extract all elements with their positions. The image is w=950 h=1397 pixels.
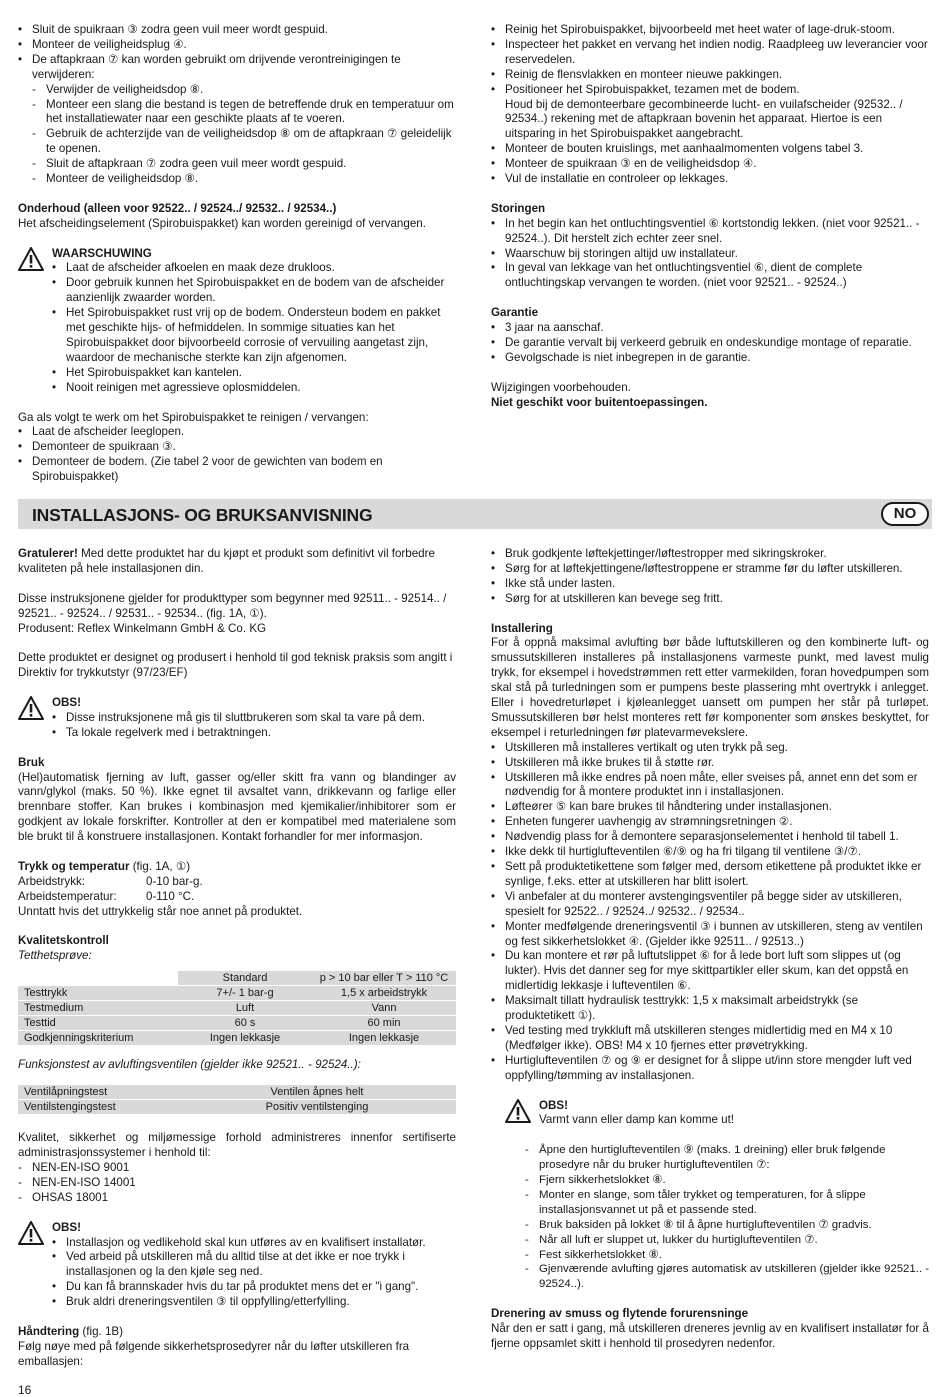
table-cell: Vann	[312, 1001, 456, 1016]
section-banner	[18, 499, 932, 529]
maint-heading: Onderhoud (alleen voor 92522.. / 92524../ 92532.. / 92534..)	[18, 201, 337, 215]
list-item: • In het begin kan het ontluchtingsventiel ⑥ kortstondig lekken. (niet voor 92521.. - 92524..). Dit herstelt zich echter zeer snel.	[491, 217, 929, 247]
table-cell: Ventilstengingstest	[18, 1100, 178, 1115]
arb-label: Arbeidstrykk:	[18, 874, 86, 888]
list-item: • Bruk aldri dreneringsventilen ③ til oppfylling/etterfylling.	[52, 1295, 456, 1310]
table-cell: 60 min	[312, 1016, 456, 1031]
valve-table	[18, 1085, 456, 1115]
inst-list	[491, 741, 929, 1084]
list-item: • Sluit de spuikraan ③ zodra geen vuil meer wordt gespuid.	[18, 23, 456, 38]
vent-procedure-list	[491, 1143, 929, 1292]
arbt-value: 0-110 °C.	[146, 889, 195, 903]
table-cell	[18, 971, 178, 986]
list-item: • Monteer de bouten kruislings, met aanhaalmomenten volgens tabel 3.	[491, 142, 929, 157]
table-header-row	[18, 971, 456, 986]
obs-text: Varmt vann eller damp kan komme ut!	[539, 1113, 735, 1127]
list-item: • Du kan montere et rør på luftutslippet ⑥ for å lede bort luft som slippes ut (og lukter). Hvis det danner seg for mye skittpartikler eller skum, kan det oppstå en midlertidig lekkasje i lufteventilen ⑥.	[491, 949, 929, 994]
hand-text: Følg nøye med på følgende sikkerhetsprosedyrer når du løfter utskilleren fra emballasjen:	[18, 1339, 410, 1368]
hand-heading: Håndtering	[18, 1324, 80, 1338]
top-left-column	[18, 23, 456, 485]
arbt-label: Arbeidstemperatur:	[18, 889, 117, 903]
list-item: - Bruk baksiden på lokket ⑧ til å åpne hurtiglufteventilen ⑦ gradvis.	[491, 1218, 929, 1233]
list-item: - Gebruik de achterzijde van de veiligheidsdop ⑧ om de aftapkraan ⑦ geleidelijk te openen.	[18, 127, 456, 157]
hand-heading-line	[18, 1325, 456, 1340]
list-item: • Løfteører ⑤ kan bare brukes til håndtering under installasjonen.	[491, 800, 929, 815]
bullets1	[18, 23, 456, 83]
list-item: • Du kan få brannskader hvis du tar på produktet mens det er "i gang".	[52, 1280, 456, 1295]
list-item: • Disse instruksjonene må gis til sluttbrukeren som skal ta vare på dem.	[52, 711, 456, 726]
list-item: • Vul de installatie en controleer op lekkages.	[491, 172, 929, 187]
list-item: • Sett på produktetikettene som følger med, dersom etikettene på produktet ikke er synlige, f.eks. etter at utskilleren har blitt isolert.	[491, 860, 929, 890]
list-item: • Laat de afscheider leeglopen.	[18, 425, 456, 440]
clean-intro: Ga als volgt te werk om het Spirobuispakket te reinigen / vervangen:	[18, 410, 369, 424]
unntatt-text: Unntatt hvis det uttrykkelig står noe annet på produktet.	[18, 904, 303, 918]
list-item: • Ta lokale regelverk med i betraktningen.	[52, 726, 456, 741]
list-item: • Monteer de spuikraan ③ en de veiligheidsdop ④.	[491, 157, 929, 172]
arb-value: 0-10 bar-g.	[146, 874, 203, 888]
note: Houd bij de demonteerbare gecombineerde lucht- en vuilafscheider (92532.. / 92534..) rekening met de aftapkraan bovenin het apparaat. Hiertoe is een uitsparing in het Spirobuispakket aangebracht.	[505, 97, 903, 141]
lift-list	[491, 547, 929, 607]
list-item: • Vi anbefaler at du monterer avstengingsventiler på begge sider av utskilleren, spesielt for 92522.. / 92524../ 92532.. / 92534..	[491, 890, 929, 920]
funk-label: Funksjonstest av avluftingsventilen (gjelder ikke 92521.. - 92524..):	[18, 1058, 361, 1072]
list-item: • Monter medfølgende dreneringsventil ③ i bunnen av utskilleren, steng av ventilen og fest sikkerhetslokket ④. (Gjelder ikke 92511.. / 92513..)	[491, 920, 929, 950]
list-item: • Utskilleren må ikke endres på noen måte, eller sveises på, annet enn det som er nødvendig for å montere produktet inn i installasjonen.	[491, 771, 929, 801]
clean-steps	[491, 23, 929, 98]
list-item: • Het Spirobuispakket rust vrij op de bodem. Ondersteun bodem en pakket met geschikte hijs- of hefmiddelen. In sommige situaties kan het Spirobuispakket door bijvoorbeeld corrosie of vervuiling aangetast zijn, waardoor de mechanische sterkte kan zijn afgenomen.	[52, 306, 456, 366]
dren-text: Når den er satt i gang, må utskilleren dreneres jevnlig av en kvalifisert installatør for å fjerne oppsamlet skitt i henhold til prosedyren nedenfor.	[491, 1322, 929, 1350]
list-item: - Gjenværende avlufting gjøres automatisk av utskilleren (gjelder ikke 92521.. - 92524..).	[491, 1262, 929, 1292]
table-cell: Luft	[178, 1001, 312, 1016]
obs-box-2	[18, 1221, 456, 1310]
producer-text: Produsent: Reflex Winkelmann GmbH & Co. KG	[18, 621, 267, 635]
list-item: • Waarschuw bij storingen altijd uw installateur.	[491, 247, 929, 262]
list-item: • Demonteer de bodem. (Zie tabel 2 voor de gewichten van bodem en Spirobuispakket)	[18, 455, 456, 485]
list-item: • Hurtiglufteventilen ⑦ og ⑨ er designet for å slippe ut/inn store mengder luft ved oppfylling/tømming av installasjonen.	[491, 1054, 929, 1084]
list-item: • De aftapkraan ⑦ kan worden gebruikt om drijvende verontreinigingen te verwijderen:	[18, 53, 456, 83]
dren-heading: Drenering av smuss og flytende forurensninge	[491, 1307, 749, 1321]
congrats-bold: Gratulerer!	[18, 547, 78, 560]
instr-text: Disse instruksjonene gjelder for produkttyper som begynner med 92511.. - 92514.. / 92521.. - 92524.. / 92531.. - 92534.. (fig. 1A, ①).	[18, 591, 447, 620]
sub-list	[18, 83, 456, 187]
table-row	[18, 1085, 456, 1100]
table-cell: p > 10 bar eller T > 110 °C	[312, 971, 456, 986]
list-item: • Laat de afscheider afkoelen en maak deze drukloos.	[52, 261, 456, 276]
list-item: - Monteer een slang die bestand is tegen de betreffende druk en temperatuur om het installatiewater naar een geschikte plaats af te voeren.	[18, 98, 456, 128]
list-item: • Reinig het Spirobuispakket, bijvoorbeeld met heet water of lage-druk-stoom.	[491, 23, 929, 38]
table-row	[18, 1100, 456, 1115]
warning-title: WAARSCHUWING	[52, 246, 152, 260]
list-item: - Monteer de veiligheidsdop ⑧.	[18, 172, 456, 187]
inst-heading: Installering	[491, 621, 553, 635]
list-item: - NEN-EN-ISO 14001	[18, 1176, 456, 1191]
warning-icon	[18, 696, 44, 720]
trykk-fig: (fig. 1A, ①)	[129, 859, 191, 873]
maint-text: Het afscheidingselement (Spirobuispakket) kan worden gereinigd of vervangen.	[18, 216, 426, 230]
table-row	[18, 1001, 456, 1016]
list-item: • Ved arbeid på utskilleren må du alltid tilse at det ikke er noe trykk i installasjonen og la den kjøle seg ned.	[52, 1250, 456, 1280]
outdoor-note: Niet geschikt voor buitentoepassingen.	[491, 395, 708, 409]
table-cell: Ventilåpningstest	[18, 1085, 178, 1100]
garantie-heading: Garantie	[491, 306, 539, 320]
list-item: • Positioneer het Spirobuispakket, tezamen met de bodem.	[491, 83, 929, 98]
kval-heading: Kvalitetskontroll	[18, 934, 109, 948]
list-item: • Door gebruik kunnen het Spirobuispakket en de bodem van de afscheider aanzienlijk zwaarder worden.	[52, 276, 456, 306]
tett-label: Tetthetsprøve:	[18, 949, 92, 963]
list-item: - NEN-EN-ISO 9001	[18, 1161, 456, 1176]
standards-list	[18, 1161, 456, 1206]
section-title: INSTALLASJONS- OG BRUKSANVISNING	[32, 505, 373, 525]
language-badge: NO	[881, 502, 929, 526]
obs-title: OBS!	[52, 696, 81, 710]
table-cell: Testtid	[18, 1016, 178, 1031]
storingen-list	[491, 217, 929, 292]
table-cell: Ingen lekkasje	[312, 1031, 456, 1046]
list-item: - Monter en slange, som tåler trykket og temperaturen, for å slippe installasjonsvannet ut på et passende sted.	[491, 1188, 929, 1218]
obs-title: OBS!	[52, 1220, 81, 1234]
trykk-heading-line	[18, 860, 456, 875]
list-item: - Når all luft er sluppet ut, lukker du hurtiglufteventilen ⑦.	[491, 1233, 929, 1248]
list-item: - Åpne den hurtiglufteventilen ⑨ (maks. 1 dreining) eller bruk følgende prosedyre når du bruker hurtiglufteventilen ⑦:	[491, 1143, 929, 1173]
list-item: - Sluit de aftapkraan ⑦ zodra geen vuil meer wordt gespuid.	[18, 157, 456, 172]
garantie-list	[491, 321, 929, 366]
bruk-text: (Hel)automatisk fjerning av luft, gasser og/eller skitt fra vann og blandinger av vann/glykol (maks. 50 %). Ikke egnet til avsaltet vann, drikkevann og farlige eller brennbare stoffer. Kan brukes i kombinasjon med kjemikalier/inhibitorer som er godkjent av lokale forskrifter. Kontroller at den er kompatibel med materialene som ble brukt til å konstruere installasjonen. Kontakt forhandler for mer informasjon.	[18, 770, 456, 844]
obs-box-1	[18, 696, 456, 741]
list-item: • Sørg for at utskilleren kan bevege seg fritt.	[491, 592, 929, 607]
table-cell: 7+/- 1 bar-g	[178, 986, 312, 1001]
warning-icon	[18, 1221, 44, 1245]
changes-note: Wijzigingen voorbehouden.	[491, 380, 631, 394]
table-cell: Standard	[178, 971, 312, 986]
table-cell: Godkjenningskriterium	[18, 1031, 178, 1046]
list-item: • Ikke dekk til hurtiglufteventilen ⑥/⑨ og ha fri tilgang til ventilene ③/⑦.	[491, 845, 929, 860]
list-item: • Nooit reinigen met agressieve oplosmiddelen.	[52, 381, 456, 396]
arbt-row	[18, 890, 456, 905]
table-cell: Positiv ventilstenging	[178, 1100, 456, 1115]
clean-steps-2	[491, 142, 929, 187]
table-cell: 1,5 x arbeidstrykk	[312, 986, 456, 1001]
list-item: • Demonteer de spuikraan ③.	[18, 440, 456, 455]
list-item: • Utskilleren må installeres vertikalt og uten trykk på seg.	[491, 741, 929, 756]
list-item: - Verwijder de veiligheidsdop ⑧.	[18, 83, 456, 98]
trykk-heading: Trykk og temperatur	[18, 859, 130, 873]
test-table	[18, 971, 456, 1046]
list-item: - Fest sikkerhetslokket ⑧.	[491, 1248, 929, 1263]
bottom-right-column	[491, 547, 929, 1352]
design-text: Dette produktet er designet og produsert i henhold til god teknisk praksis som angitt i Direktiv for trykkutstyr (97/23/EF)	[18, 651, 453, 680]
hand-fig: (fig. 1B)	[79, 1324, 124, 1338]
bruk-heading: Bruk	[18, 755, 45, 769]
list-item: • Ved testing med trykkluft må utskilleren stenges midlertidig med en M4 x 10 (Medfølger ikke). OBS! M4 x 10 fjernes etter prøvetrykking.	[491, 1024, 929, 1054]
table-cell: 60 s	[178, 1016, 312, 1031]
obs-title: OBS!	[539, 1098, 568, 1112]
warning-list	[52, 261, 456, 395]
list-item: • Bruk godkjente løftekjettinger/løftestropper med sikringskroker.	[491, 547, 929, 562]
list-item: • In geval van lekkage van het ontluchtingsventiel ⑥, dient de complete ontluchtingskap vervangen te worden. (niet voor 92521.. - 92524..)	[491, 261, 929, 291]
kval-text: Kvalitet, sikkerhet og miljømessige forhold administreres innenfor sertifiserte administrasjonssystemer i henhold til:	[18, 1131, 456, 1160]
obs-box-3	[505, 1099, 929, 1129]
warning-icon	[505, 1099, 531, 1123]
congrats-paragraph	[18, 547, 456, 577]
obs-list	[52, 711, 456, 741]
list-item: - Fjern sikkerhetslokket ⑧.	[491, 1173, 929, 1188]
list-item: • Maksimalt tillatt hydraulisk testtrykk: 1,5 x maksimalt arbeidstrykk (se produktetikett ①).	[491, 994, 929, 1024]
page-number: 16	[18, 1383, 32, 1397]
list-item: • De garantie vervalt bij verkeerd gebruik en ondeskundige montage of reparatie.	[491, 336, 929, 351]
table-cell: Testtrykk	[18, 986, 178, 1001]
warning-box	[18, 247, 456, 396]
arb-row	[18, 875, 456, 890]
congrats-text: Med dette produktet har du kjøpt et produkt som definitivt vil forbedre kvaliteten på hele installasjonen din.	[18, 547, 435, 575]
warning-icon	[18, 247, 44, 271]
clean-list	[18, 425, 456, 485]
inst-text: For å oppnå maksimal avlufting bør både luftutskilleren og den kombinerte luft- og smussutskilleren installeres på installasjonens varmeste punkt, med lavest mulig trykk, for eksempel i hovedstrømmen rett etter varmekilden, foran hovedpumpen som skal stå på turledningen som er pumpens beste plassering mht overtrykk i anlegget. Eller i hovedreturløpet i kjøleanlegget uansett om pumpen her står på turløpet. Smussutskilleren bør helst monteres rett før komponenter som ønskes beskyttet, for eksempel i returledningen før platevarmevekslere.	[491, 636, 929, 739]
list-item: • Monteer de veiligheidsplug ④.	[18, 38, 456, 53]
table-row	[18, 1016, 456, 1031]
obs-list	[52, 1236, 456, 1311]
bottom-left-column	[18, 547, 456, 1370]
list-item: • Nødvendig plass for å demontere separasjonselementet i henhold til tabell 1.	[491, 830, 929, 845]
list-item: - OHSAS 18001	[18, 1191, 456, 1206]
table-cell: Testmedium	[18, 1001, 178, 1016]
list-item: • Ikke stå under lasten.	[491, 577, 929, 592]
list-item: • Het Spirobuispakket kan kantelen.	[52, 366, 456, 381]
list-item: • Sørg for at løftekjettingene/løftestroppene er stramme før du løfter utskilleren.	[491, 562, 929, 577]
list-item: • Gevolgschade is niet inbegrepen in de garantie.	[491, 351, 929, 366]
storingen-heading: Storingen	[491, 201, 546, 215]
list-item: • Reinig de flensvlakken en monteer nieuwe pakkingen.	[491, 68, 929, 83]
table-row	[18, 986, 456, 1001]
list-item: • Utskilleren må ikke brukes til å støtte rør.	[491, 756, 929, 771]
list-item: • 3 jaar na aanschaf.	[491, 321, 929, 336]
list-item: • Inspecteer het pakket en vervang het indien nodig. Raadpleeg uw leverancier voor reservedelen.	[491, 38, 929, 68]
table-cell: Ventilen åpnes helt	[178, 1085, 456, 1100]
table-row	[18, 1031, 456, 1046]
list-item: • Enheten fungerer uavhengig av strømningsretningen ②.	[491, 815, 929, 830]
top-right-column	[491, 23, 929, 411]
list-item: • Installasjon og vedlikehold skal kun utføres av en kvalifisert installatør.	[52, 1236, 456, 1251]
table-cell: Ingen lekkasje	[178, 1031, 312, 1046]
